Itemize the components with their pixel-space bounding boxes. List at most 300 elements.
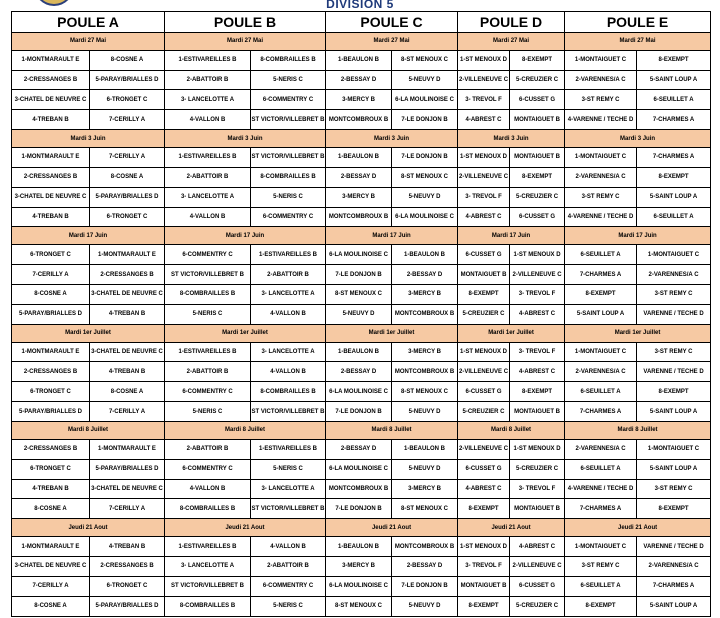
round-date-row xyxy=(12,519,711,537)
team-away: 4-VALLON B xyxy=(251,362,326,382)
team-home: 8-COMBRAILLES B xyxy=(165,285,251,305)
team-away: 4-VALLON B xyxy=(251,304,326,324)
match-row xyxy=(12,187,711,207)
team-home: MONTCOMBROUX B xyxy=(326,479,392,499)
team-home: 1-MONTAIGUET C xyxy=(565,342,637,362)
team-home: 3- TREVOL F xyxy=(458,90,510,110)
team-home: 3- LANCELOTTE A xyxy=(165,556,251,576)
team-home: 2-BESSAY D xyxy=(326,70,392,90)
team-away: 6-TRONGET C xyxy=(90,576,165,596)
team-away: 3-MERCY B xyxy=(392,285,458,305)
team-home: 1-ST MENOUX D xyxy=(458,537,510,557)
round-date-row xyxy=(12,324,711,342)
team-away: 5-NEUVY D xyxy=(392,187,458,207)
team-home: 2-BESSAY D xyxy=(326,167,392,187)
match-row xyxy=(12,285,711,305)
team-away: 1-ESTIVAREILLES B xyxy=(251,245,326,265)
team-home: 1-MONTAIGUET C xyxy=(565,147,637,167)
team-home: MONTAIGUET B xyxy=(458,265,510,285)
round-date: Mardi 8 Juillet xyxy=(12,422,165,440)
team-away: 3-MERCY B xyxy=(392,479,458,499)
team-home: 2-CRESSANGES B xyxy=(12,167,90,187)
team-away: 3-CHATEL DE NEUVRE C xyxy=(90,479,165,499)
team-home: 5-CREUZIER C xyxy=(458,402,510,422)
team-away: 2-VARENNES/A C xyxy=(637,556,711,576)
team-home: 6-LA MOULINOISE C xyxy=(326,245,392,265)
team-away: 8-COMBRAILLES B xyxy=(251,167,326,187)
team-away: 8-COMBRAILLES B xyxy=(251,50,326,70)
team-home: 2-VARENNES/A C xyxy=(565,167,637,187)
team-away: 8-EXEMPT xyxy=(637,167,711,187)
team-away: 1-ESTIVAREILLES B xyxy=(251,439,326,459)
round-date: Mardi 3 Juin xyxy=(326,130,458,148)
team-away: 2-VILLENEUVE C xyxy=(510,556,565,576)
round-date: Mardi 1er Juillet xyxy=(326,324,458,342)
team-away: 8-ST MENOUX C xyxy=(392,382,458,402)
round-date: Mardi 1er Juillet xyxy=(458,324,565,342)
team-away: 5-SAINT LOUP A xyxy=(637,402,711,422)
team-away: VARENNE / TECHE D xyxy=(637,362,711,382)
team-away: MONTCOMBROUX B xyxy=(392,304,458,324)
team-home: 2-VILLENEUVE C xyxy=(458,439,510,459)
team-home: 1-ST MENOUX D xyxy=(458,50,510,70)
round-date: Mardi 27 Mai xyxy=(165,32,326,50)
team-away: 6-CUSSET G xyxy=(510,90,565,110)
round-date: Mardi 8 Juillet xyxy=(565,422,711,440)
team-home: 2-ABATTOIR B xyxy=(165,167,251,187)
team-home: 1-MONTAIGUET C xyxy=(565,537,637,557)
team-home: 4-VARENNE / TECHE D xyxy=(565,110,637,130)
team-away: 1-MONTAIGUET C xyxy=(637,439,711,459)
team-away: 3- LANCELOTTE A xyxy=(251,479,326,499)
team-home: MONTCOMBROUX B xyxy=(326,110,392,130)
team-away: 3-CHATEL DE NEUVRE C xyxy=(90,285,165,305)
team-away: 7-LE DONJON B xyxy=(392,576,458,596)
team-away: VARENNE / TECHE D xyxy=(637,304,711,324)
team-away: 4-VALLON B xyxy=(251,537,326,557)
round-date: Jeudi 21 Aout xyxy=(12,519,165,537)
round-date: Mardi 17 Juin xyxy=(326,227,458,245)
team-home: 5-NERIS C xyxy=(165,402,251,422)
team-home: 6-LA MOULINOISE C xyxy=(326,576,392,596)
team-home: 1-ST MENOUX D xyxy=(458,147,510,167)
team-away: 4-TREBAN B xyxy=(90,537,165,557)
team-home: 7-CHARMES A xyxy=(565,265,637,285)
team-away: 5-NERIS C xyxy=(251,187,326,207)
team-away: 5-PARAY/BRIALLES D xyxy=(90,596,165,616)
team-home: 3-ST REMY C xyxy=(565,187,637,207)
team-home: 5-PARAY/BRIALLES D xyxy=(12,304,90,324)
team-home: 3-MERCY B xyxy=(326,90,392,110)
team-away: 8-EXEMPT xyxy=(510,382,565,402)
team-away: 8-ST MENOUX C xyxy=(392,499,458,519)
team-away: 1-MONTMARAULT E xyxy=(90,439,165,459)
round-date: Mardi 17 Juin xyxy=(458,227,565,245)
team-home: 5-NERIS C xyxy=(165,304,251,324)
round-date: Jeudi 21 Aout xyxy=(165,519,326,537)
team-home: 4-TREBAN B xyxy=(12,207,90,227)
poule-header: POULE C xyxy=(326,12,458,33)
team-home: 1-MONTAIGUET C xyxy=(565,50,637,70)
poule-header: POULE A xyxy=(12,12,165,33)
round-date-row xyxy=(12,227,711,245)
team-away: 7-LE DONJON B xyxy=(392,110,458,130)
team-home: 2-VILLENEUVE C xyxy=(458,70,510,90)
team-home: 2-ABATTOIR B xyxy=(165,439,251,459)
round-date: Mardi 3 Juin xyxy=(12,130,165,148)
team-home: 8-COMBRAILLES B xyxy=(165,499,251,519)
team-away: 5-NERIS C xyxy=(251,596,326,616)
team-away: MONTAIGUET B xyxy=(510,147,565,167)
team-home: 2-VILLENEUVE C xyxy=(458,167,510,187)
team-home: 1-ST MENOUX D xyxy=(458,342,510,362)
team-home: 1-ESTIVAREILLES B xyxy=(165,147,251,167)
team-away: 6-SEUILLET A xyxy=(637,90,711,110)
team-away: 8-COSNE A xyxy=(90,50,165,70)
team-home: 7-LE DONJON B xyxy=(326,265,392,285)
team-away: MONTAIGUET B xyxy=(510,499,565,519)
team-away: 7-CERILLY A xyxy=(90,499,165,519)
team-away: 6-CUSSET G xyxy=(510,576,565,596)
team-away: ST VICTOR/VILLEBRET B xyxy=(251,499,326,519)
team-home: 4-TREBAN B xyxy=(12,479,90,499)
team-away: VARENNE / TECHE D xyxy=(637,537,711,557)
match-row xyxy=(12,479,711,499)
match-row xyxy=(12,382,711,402)
team-away: 8-EXEMPT xyxy=(510,167,565,187)
team-home: 6-SEUILLET A xyxy=(565,459,637,479)
team-home: 1-MONTMARAULT E xyxy=(12,147,90,167)
team-home: 4-ABREST C xyxy=(458,207,510,227)
match-row xyxy=(12,245,711,265)
team-home: 1-BEAULON B xyxy=(326,147,392,167)
team-away: 6-LA MOULINOISE C xyxy=(392,207,458,227)
team-home: 5-SAINT LOUP A xyxy=(565,304,637,324)
poule-header: POULE E xyxy=(565,12,711,33)
team-away: 5-CREUZIER C xyxy=(510,187,565,207)
team-home: 1-MONTMARAULT E xyxy=(12,342,90,362)
round-date: Mardi 1er Juillet xyxy=(565,324,711,342)
team-home: 4-VALLON B xyxy=(165,207,251,227)
team-away: 3- TREVOL F xyxy=(510,479,565,499)
round-date-row xyxy=(12,32,711,50)
team-away: 2-ABATTOIR B xyxy=(251,265,326,285)
match-row xyxy=(12,596,711,616)
team-home: 3- LANCELOTTE A xyxy=(165,90,251,110)
team-home: 7-LE DONJON B xyxy=(326,402,392,422)
division-title: DIVISION 5 xyxy=(326,0,394,11)
team-home: 1-BEAULON B xyxy=(326,50,392,70)
team-home: 6-COMMENTRY C xyxy=(165,459,251,479)
team-away: 8-EXEMPT xyxy=(637,499,711,519)
team-home: 6-TRONGET C xyxy=(12,245,90,265)
team-home: MONTAIGUET B xyxy=(458,576,510,596)
team-away: 1-BEAULON B xyxy=(392,439,458,459)
team-away: 8-EXEMPT xyxy=(637,50,711,70)
team-away: 3- LANCELOTTE A xyxy=(251,342,326,362)
round-date-row xyxy=(12,130,711,148)
team-home: 6-COMMENTRY C xyxy=(165,245,251,265)
round-date: Jeudi 21 Aout xyxy=(326,519,458,537)
team-away: 4-ABREST C xyxy=(510,537,565,557)
team-away: 5-CREUZIER C xyxy=(510,459,565,479)
team-home: 3-MERCY B xyxy=(326,187,392,207)
round-date: Mardi 27 Mai xyxy=(326,32,458,50)
team-home: 3- TREVOL F xyxy=(458,556,510,576)
team-away: 4-TREBAN B xyxy=(90,362,165,382)
team-away: MONTAIGUET B xyxy=(510,110,565,130)
team-away: 5-SAINT LOUP A xyxy=(637,70,711,90)
round-date: Mardi 17 Juin xyxy=(565,227,711,245)
match-row xyxy=(12,576,711,596)
team-away: 5-NEUVY D xyxy=(392,459,458,479)
team-away: 8-COSNE A xyxy=(90,382,165,402)
team-home: 8-EXEMPT xyxy=(565,596,637,616)
team-home: 7-LE DONJON B xyxy=(326,499,392,519)
poule-header: POULE D xyxy=(458,12,565,33)
team-home: 2-VARENNES/A C xyxy=(565,70,637,90)
team-away: 7-CERILLY A xyxy=(90,110,165,130)
team-away: 2-CRESSANGES B xyxy=(90,265,165,285)
team-away: 4-ABREST C xyxy=(510,304,565,324)
team-away: 6-COMMENTRY C xyxy=(251,207,326,227)
team-home: 6-TRONGET C xyxy=(12,459,90,479)
team-away: 7-CERILLY A xyxy=(90,402,165,422)
team-home: 2-VILLENEUVE C xyxy=(458,362,510,382)
round-date: Mardi 8 Juillet xyxy=(165,422,326,440)
round-date: Mardi 1er Juillet xyxy=(12,324,165,342)
team-home: 6-SEUILLET A xyxy=(565,382,637,402)
team-away: 4-ABREST C xyxy=(510,362,565,382)
team-away: 5-CREUZIER C xyxy=(510,596,565,616)
team-home: 4-VARENNE / TECHE D xyxy=(565,479,637,499)
team-home: 3- TREVOL F xyxy=(458,187,510,207)
match-row xyxy=(12,439,711,459)
team-away: 3-ST REMY C xyxy=(637,479,711,499)
poule-header-row xyxy=(12,12,711,33)
team-away: 1-ST MENOUX D xyxy=(510,439,565,459)
team-home: 2-CRESSANGES B xyxy=(12,70,90,90)
team-away: 6-LA MOULINOISE C xyxy=(392,90,458,110)
team-away: 1-MONTAIGUET C xyxy=(637,245,711,265)
team-home: 8-COMBRAILLES B xyxy=(165,596,251,616)
match-row xyxy=(12,207,711,227)
team-home: 4-ABREST C xyxy=(458,479,510,499)
team-away: 8-COMBRAILLES B xyxy=(251,382,326,402)
team-home: 6-CUSSET G xyxy=(458,382,510,402)
team-away: MONTAIGUET B xyxy=(510,402,565,422)
team-away: 1-BEAULON B xyxy=(392,245,458,265)
team-home: 3-CHATEL DE NEUVRE C xyxy=(12,187,90,207)
team-away: 6-SEUILLET A xyxy=(637,207,711,227)
team-away: 7-CHARMES A xyxy=(637,576,711,596)
team-home: 8-EXEMPT xyxy=(458,499,510,519)
team-home: 7-CHARMES A xyxy=(565,402,637,422)
team-home: 6-CUSSET G xyxy=(458,245,510,265)
team-home: 2-ABATTOIR B xyxy=(165,70,251,90)
team-away: 5-SAINT LOUP A xyxy=(637,596,711,616)
team-away: 3-ST REMY C xyxy=(637,285,711,305)
team-home: 4-VALLON B xyxy=(165,479,251,499)
team-away: 2-VILLENEUVE C xyxy=(510,265,565,285)
team-away: 7-CHARMES A xyxy=(637,110,711,130)
team-home: 1-ESTIVAREILLES B xyxy=(165,342,251,362)
team-away: 8-EXEMPT xyxy=(510,50,565,70)
team-away: 3- TREVOL F xyxy=(510,342,565,362)
match-row xyxy=(12,499,711,519)
team-home: 8-COSNE A xyxy=(12,499,90,519)
team-away: 6-CUSSET G xyxy=(510,207,565,227)
team-home: 1-BEAULON B xyxy=(326,342,392,362)
team-away: ST VICTOR/VILLEBRET B xyxy=(251,402,326,422)
round-date: Mardi 3 Juin xyxy=(565,130,711,148)
team-home: 2-BESSAY D xyxy=(326,362,392,382)
match-row xyxy=(12,342,711,362)
team-home: 1-MONTMARAULT E xyxy=(12,537,90,557)
team-away: 2-BESSAY D xyxy=(392,556,458,576)
team-home: 5-PARAY/BRIALLES D xyxy=(12,402,90,422)
match-row xyxy=(12,147,711,167)
team-away: 5-PARAY/BRIALLES D xyxy=(90,187,165,207)
team-away: ST VICTOR/VILLEBRET B xyxy=(251,110,326,130)
team-home: 8-ST MENOUX C xyxy=(326,285,392,305)
team-home: 6-LA MOULINOISE C xyxy=(326,382,392,402)
team-home: 3-CHATEL DE NEUVRE C xyxy=(12,556,90,576)
team-away: 7-CERILLY A xyxy=(90,147,165,167)
team-away: 3-MERCY B xyxy=(392,342,458,362)
team-away: 5-CREUZIER C xyxy=(510,70,565,90)
team-home: 6-CUSSET G xyxy=(458,459,510,479)
team-home: 3-MERCY B xyxy=(326,556,392,576)
team-away: 7-LE DONJON B xyxy=(392,147,458,167)
match-row xyxy=(12,70,711,90)
match-row xyxy=(12,556,711,576)
team-away: 5-NERIS C xyxy=(251,70,326,90)
round-date: Mardi 8 Juillet xyxy=(458,422,565,440)
team-away: 5-NEUVY D xyxy=(392,70,458,90)
team-home: 4-VALLON B xyxy=(165,110,251,130)
match-row xyxy=(12,402,711,422)
team-away: 5-SAINT LOUP A xyxy=(637,187,711,207)
team-away: 1-MONTMARAULT E xyxy=(90,245,165,265)
match-row xyxy=(12,90,711,110)
round-date: Mardi 3 Juin xyxy=(458,130,565,148)
round-date: Mardi 8 Juillet xyxy=(326,422,458,440)
team-home: 8-EXEMPT xyxy=(565,285,637,305)
match-row xyxy=(12,459,711,479)
team-home: 2-VARENNES/A C xyxy=(565,439,637,459)
round-date: Mardi 17 Juin xyxy=(12,227,165,245)
match-row xyxy=(12,537,711,557)
team-home: 8-COSNE A xyxy=(12,596,90,616)
team-home: 2-CRESSANGES B xyxy=(12,439,90,459)
team-home: 6-SEUILLET A xyxy=(565,576,637,596)
team-away: 8-EXEMPT xyxy=(637,382,711,402)
team-away: 3-ST REMY C xyxy=(637,342,711,362)
team-home: 6-COMMENTRY C xyxy=(165,382,251,402)
team-away: 3-CHATEL DE NEUVRE C xyxy=(90,342,165,362)
team-away: 8-ST MENOUX C xyxy=(392,167,458,187)
team-home: 6-LA MOULINOISE C xyxy=(326,459,392,479)
team-home: 3-ST REMY C xyxy=(565,556,637,576)
round-date: Mardi 3 Juin xyxy=(165,130,326,148)
match-row xyxy=(12,265,711,285)
team-home: 1-MONTMARAULT E xyxy=(12,50,90,70)
team-home: 8-EXEMPT xyxy=(458,285,510,305)
match-row xyxy=(12,110,711,130)
team-home: 3-CHATEL DE NEUVRE C xyxy=(12,90,90,110)
team-home: 1-BEAULON B xyxy=(326,537,392,557)
team-away: 5-NERIS C xyxy=(251,459,326,479)
team-home: 2-BESSAY D xyxy=(326,439,392,459)
poule-header: POULE B xyxy=(165,12,326,33)
team-away: ST VICTOR/VILLEBRET B xyxy=(251,147,326,167)
team-home: 5-NEUVY D xyxy=(326,304,392,324)
team-home: 2-CRESSANGES B xyxy=(12,362,90,382)
team-home: 8-COSNE A xyxy=(12,285,90,305)
round-date: Mardi 17 Juin xyxy=(165,227,326,245)
team-home: 1-ESTIVAREILLES B xyxy=(165,50,251,70)
round-date-row xyxy=(12,422,711,440)
team-home: 5-CREUZIER C xyxy=(458,304,510,324)
team-away: 4-TREBAN B xyxy=(90,304,165,324)
team-away: 1-ST MENOUX D xyxy=(510,245,565,265)
team-away: 6-TRONGET C xyxy=(90,207,165,227)
team-home: 7-CERILLY A xyxy=(12,576,90,596)
team-home: 4-ABREST C xyxy=(458,110,510,130)
team-away: 2-VARENNES/A C xyxy=(637,265,711,285)
team-away: 2-CRESSANGES B xyxy=(90,556,165,576)
round-date: Mardi 1er Juillet xyxy=(165,324,326,342)
team-home: 7-CHARMES A xyxy=(565,499,637,519)
team-home: 4-VARENNE / TECHE D xyxy=(565,207,637,227)
team-away: 5-SAINT LOUP A xyxy=(637,459,711,479)
team-home: ST VICTOR/VILLEBRET B xyxy=(165,265,251,285)
team-home: 3- LANCELOTTE A xyxy=(165,187,251,207)
round-date: Mardi 27 Mai xyxy=(458,32,565,50)
team-away: 5-PARAY/BRIALLES D xyxy=(90,459,165,479)
round-date: Jeudi 21 Aout xyxy=(458,519,565,537)
team-away: 7-CHARMES A xyxy=(637,147,711,167)
team-home: MONTCOMBROUX B xyxy=(326,207,392,227)
round-date: Mardi 27 Mai xyxy=(12,32,165,50)
team-home: 4-TREBAN B xyxy=(12,110,90,130)
team-away: 2-ABATTOIR B xyxy=(251,556,326,576)
match-row xyxy=(12,304,711,324)
team-away: 8-COSNE A xyxy=(90,167,165,187)
team-away: 6-COMMENTRY C xyxy=(251,90,326,110)
team-away: MONTCOMBROUX B xyxy=(392,537,458,557)
team-home: 6-SEUILLET A xyxy=(565,245,637,265)
team-away: 3- LANCELOTTE A xyxy=(251,285,326,305)
team-away: 6-COMMENTRY C xyxy=(251,576,326,596)
team-home: ST VICTOR/VILLEBRET B xyxy=(165,576,251,596)
team-home: 8-ST MENOUX C xyxy=(326,596,392,616)
team-home: 2-VARENNES/A C xyxy=(565,362,637,382)
match-row xyxy=(12,362,711,382)
team-away: 3- TREVOL F xyxy=(510,285,565,305)
team-away: 2-BESSAY D xyxy=(392,265,458,285)
team-away: MONTCOMBROUX B xyxy=(392,362,458,382)
round-date: Jeudi 21 Aout xyxy=(565,519,711,537)
team-home: 1-ESTIVAREILLES B xyxy=(165,537,251,557)
team-home: 7-CERILLY A xyxy=(12,265,90,285)
team-away: 5-NEUVY D xyxy=(392,402,458,422)
team-away: 5-PARAY/BRIALLES D xyxy=(90,70,165,90)
team-away: 5-NEUVY D xyxy=(392,596,458,616)
match-row xyxy=(12,50,711,70)
round-date: Mardi 27 Mai xyxy=(565,32,711,50)
